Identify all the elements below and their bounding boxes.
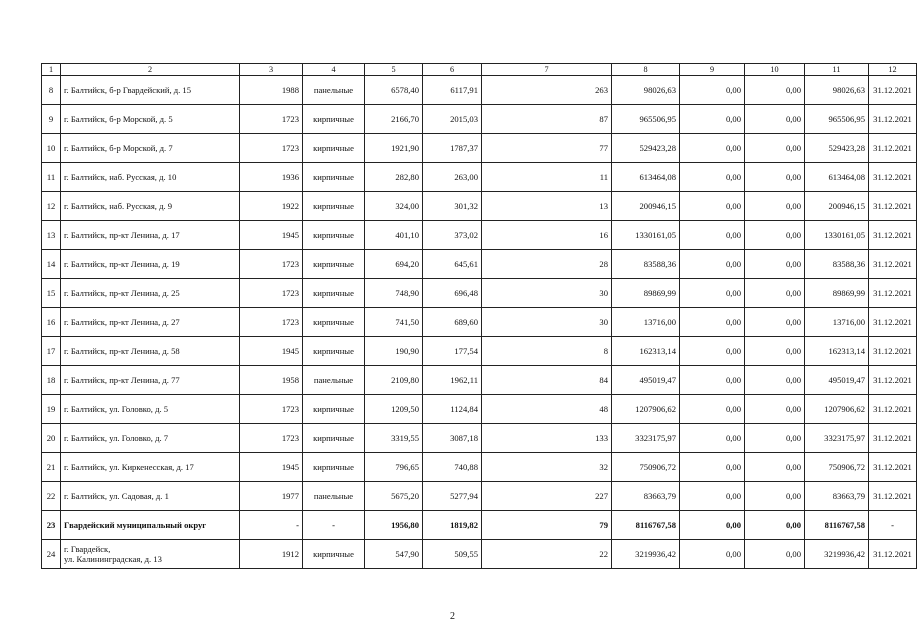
- table-row: [42, 337, 917, 366]
- residents-cell: 48: [482, 395, 612, 424]
- row-number-cell: 22: [42, 482, 61, 511]
- cost-cell: 83663,79: [612, 482, 680, 511]
- column-number-cell: 4: [303, 64, 365, 76]
- fund-b-cell: 0,00: [745, 76, 805, 105]
- cost-cell: 965506,95: [612, 105, 680, 134]
- date-cell: 31.12.2021: [869, 76, 917, 105]
- residents-cell: 263: [482, 76, 612, 105]
- material-cell: кирпичные: [303, 395, 365, 424]
- row-number-cell: 23: [42, 511, 61, 540]
- address-cell: г. Балтийск, пр-кт Ленина, д. 19: [61, 250, 240, 279]
- column-number-cell: 11: [805, 64, 869, 76]
- fund-b-cell: 0,00: [745, 105, 805, 134]
- fund-a-cell: 0,00: [680, 337, 745, 366]
- date-cell: 31.12.2021: [869, 134, 917, 163]
- residents-cell: 11: [482, 163, 612, 192]
- year-cell: 1723: [240, 395, 303, 424]
- year-cell: 1922: [240, 192, 303, 221]
- address-cell: г. Балтийск, пр-кт Ленина, д. 77: [61, 366, 240, 395]
- living-area-cell: 6117,91: [423, 76, 482, 105]
- residents-cell: 32: [482, 453, 612, 482]
- table-row: [42, 105, 917, 134]
- material-cell: кирпичные: [303, 250, 365, 279]
- column-number-cell: 6: [423, 64, 482, 76]
- date-cell: 31.12.2021: [869, 163, 917, 192]
- material-cell: кирпичные: [303, 163, 365, 192]
- fund-a-cell: 0,00: [680, 250, 745, 279]
- fund-b-cell: 0,00: [745, 366, 805, 395]
- fund-b-cell: 0,00: [745, 395, 805, 424]
- address-cell: г. Балтийск, б-р Морской, д. 5: [61, 105, 240, 134]
- material-cell: кирпичные: [303, 424, 365, 453]
- address-cell: г. Балтийск, пр-кт Ленина, д. 27: [61, 308, 240, 337]
- total-cell: 162313,14: [805, 337, 869, 366]
- cost-cell: 1207906,62: [612, 395, 680, 424]
- table-body: [42, 64, 917, 569]
- total-cell: 750906,72: [805, 453, 869, 482]
- row-number-cell: 17: [42, 337, 61, 366]
- fund-a-cell: 0,00: [680, 105, 745, 134]
- total-area-cell: 6578,40: [365, 76, 423, 105]
- total-cell: 200946,15: [805, 192, 869, 221]
- column-number-cell: 12: [869, 64, 917, 76]
- material-cell: кирпичные: [303, 308, 365, 337]
- address-cell: г. Балтийск, наб. Русская, д. 10: [61, 163, 240, 192]
- total-area-cell: 694,20: [365, 250, 423, 279]
- total-area-cell: 748,90: [365, 279, 423, 308]
- living-area-cell: 373,02: [423, 221, 482, 250]
- date-cell: 31.12.2021: [869, 308, 917, 337]
- fund-b-cell: 0,00: [745, 424, 805, 453]
- address-line: ул. Калининградская, д. 13: [64, 554, 162, 564]
- table-row: [42, 76, 917, 105]
- year-cell: 1723: [240, 105, 303, 134]
- cost-cell: 83588,36: [612, 250, 680, 279]
- row-number-cell: 13: [42, 221, 61, 250]
- page-number: 2: [450, 611, 455, 622]
- address-line: г. Гвардейск,: [64, 544, 111, 554]
- total-cell: 98026,63: [805, 76, 869, 105]
- living-area-cell: 177,54: [423, 337, 482, 366]
- cost-cell: 613464,08: [612, 163, 680, 192]
- fund-a-cell: 0,00: [680, 511, 745, 540]
- material-cell: панельные: [303, 366, 365, 395]
- table-row: [42, 424, 917, 453]
- residents-cell: 30: [482, 279, 612, 308]
- residents-cell: 79: [482, 511, 612, 540]
- table-row: [42, 395, 917, 424]
- year-cell: 1988: [240, 76, 303, 105]
- residents-cell: 22: [482, 540, 612, 569]
- total-area-cell: 190,90: [365, 337, 423, 366]
- date-cell: 31.12.2021: [869, 482, 917, 511]
- year-cell: -: [240, 511, 303, 540]
- column-number-cell: 5: [365, 64, 423, 76]
- address-cell: г. Балтийск, пр-кт Ленина, д. 25: [61, 279, 240, 308]
- row-number-cell: 20: [42, 424, 61, 453]
- column-number-cell: 7: [482, 64, 612, 76]
- residents-cell: 16: [482, 221, 612, 250]
- living-area-cell: 5277,94: [423, 482, 482, 511]
- row-number-cell: 24: [42, 540, 61, 569]
- total-area-cell: 2109,80: [365, 366, 423, 395]
- total-cell: 495019,47: [805, 366, 869, 395]
- year-cell: 1945: [240, 221, 303, 250]
- year-cell: 1945: [240, 453, 303, 482]
- fund-a-cell: 0,00: [680, 366, 745, 395]
- date-cell: 31.12.2021: [869, 424, 917, 453]
- living-area-cell: 2015,03: [423, 105, 482, 134]
- material-cell: кирпичные: [303, 453, 365, 482]
- address-cell: г. Балтийск, б-р Морской, д. 7: [61, 134, 240, 163]
- year-cell: 1723: [240, 424, 303, 453]
- total-cell: 1330161,05: [805, 221, 869, 250]
- residents-cell: 87: [482, 105, 612, 134]
- row-number-cell: 14: [42, 250, 61, 279]
- living-area-cell: 1962,11: [423, 366, 482, 395]
- cost-cell: 529423,28: [612, 134, 680, 163]
- cost-cell: 1330161,05: [612, 221, 680, 250]
- fund-a-cell: 0,00: [680, 395, 745, 424]
- fund-b-cell: 0,00: [745, 540, 805, 569]
- address-cell: г. Балтийск, пр-кт Ленина, д. 17: [61, 221, 240, 250]
- living-area-cell: 645,61: [423, 250, 482, 279]
- cost-cell: 13716,00: [612, 308, 680, 337]
- year-cell: 1723: [240, 250, 303, 279]
- material-cell: кирпичные: [303, 279, 365, 308]
- row-number-cell: 16: [42, 308, 61, 337]
- total-cell: 529423,28: [805, 134, 869, 163]
- fund-b-cell: 0,00: [745, 192, 805, 221]
- fund-b-cell: 0,00: [745, 308, 805, 337]
- subtotal-row: [42, 511, 917, 540]
- total-area-cell: 2166,70: [365, 105, 423, 134]
- total-area-cell: 401,10: [365, 221, 423, 250]
- living-area-cell: 3087,18: [423, 424, 482, 453]
- cost-cell: 495019,47: [612, 366, 680, 395]
- table-row: [42, 540, 917, 569]
- living-area-cell: 1819,82: [423, 511, 482, 540]
- total-area-cell: 1956,80: [365, 511, 423, 540]
- date-cell: 31.12.2021: [869, 221, 917, 250]
- fund-a-cell: 0,00: [680, 424, 745, 453]
- address-cell: г. Балтийск, ул. Головко, д. 5: [61, 395, 240, 424]
- total-area-cell: 3319,55: [365, 424, 423, 453]
- address-cell: г. Балтийск, ул. Головко, д. 7: [61, 424, 240, 453]
- row-number-cell: 10: [42, 134, 61, 163]
- column-number-row: [42, 64, 917, 76]
- address-cell: г. Балтийск, пр-кт Ленина, д. 58: [61, 337, 240, 366]
- total-cell: 613464,08: [805, 163, 869, 192]
- year-cell: 1945: [240, 337, 303, 366]
- fund-a-cell: 0,00: [680, 279, 745, 308]
- address-cell: г. Балтийск, ул. Киркенесская, д. 17: [61, 453, 240, 482]
- living-area-cell: 740,88: [423, 453, 482, 482]
- row-number-cell: 18: [42, 366, 61, 395]
- material-cell: кирпичные: [303, 221, 365, 250]
- fund-b-cell: 0,00: [745, 511, 805, 540]
- column-number-cell: 1: [42, 64, 61, 76]
- total-area-cell: 324,00: [365, 192, 423, 221]
- cost-cell: 3219936,42: [612, 540, 680, 569]
- year-cell: 1723: [240, 134, 303, 163]
- table-row: [42, 250, 917, 279]
- address-cell: [61, 540, 240, 569]
- address-cell: г. Балтийск, ул. Садовая, д. 1: [61, 482, 240, 511]
- date-cell: 31.12.2021: [869, 453, 917, 482]
- living-area-cell: 1787,37: [423, 134, 482, 163]
- total-area-cell: 796,65: [365, 453, 423, 482]
- total-cell: 83588,36: [805, 250, 869, 279]
- cost-cell: 162313,14: [612, 337, 680, 366]
- cost-cell: 750906,72: [612, 453, 680, 482]
- row-number-cell: 19: [42, 395, 61, 424]
- address-cell: г. Балтийск, б-р Гвардейский, д. 15: [61, 76, 240, 105]
- living-area-cell: 509,55: [423, 540, 482, 569]
- residents-cell: 28: [482, 250, 612, 279]
- column-number-cell: 3: [240, 64, 303, 76]
- table-row: [42, 366, 917, 395]
- fund-b-cell: 0,00: [745, 250, 805, 279]
- row-number-cell: 15: [42, 279, 61, 308]
- date-cell: 31.12.2021: [869, 395, 917, 424]
- fund-a-cell: 0,00: [680, 221, 745, 250]
- date-cell: 31.12.2021: [869, 192, 917, 221]
- year-cell: 1958: [240, 366, 303, 395]
- table-row: [42, 482, 917, 511]
- address-cell: г. Балтийск, наб. Русская, д. 9: [61, 192, 240, 221]
- residents-cell: 133: [482, 424, 612, 453]
- residents-cell: 13: [482, 192, 612, 221]
- total-cell: 965506,95: [805, 105, 869, 134]
- residents-cell: 77: [482, 134, 612, 163]
- fund-b-cell: 0,00: [745, 279, 805, 308]
- fund-b-cell: 0,00: [745, 482, 805, 511]
- living-area-cell: 696,48: [423, 279, 482, 308]
- total-area-cell: 547,90: [365, 540, 423, 569]
- year-cell: 1723: [240, 308, 303, 337]
- fund-b-cell: 0,00: [745, 453, 805, 482]
- living-area-cell: 301,32: [423, 192, 482, 221]
- residents-cell: 8: [482, 337, 612, 366]
- residents-cell: 227: [482, 482, 612, 511]
- total-area-cell: 5675,20: [365, 482, 423, 511]
- column-number-cell: 8: [612, 64, 680, 76]
- date-cell: 31.12.2021: [869, 279, 917, 308]
- total-cell: 89869,99: [805, 279, 869, 308]
- fund-b-cell: 0,00: [745, 163, 805, 192]
- fund-b-cell: 0,00: [745, 221, 805, 250]
- living-area-cell: 689,60: [423, 308, 482, 337]
- total-cell: 13716,00: [805, 308, 869, 337]
- total-area-cell: 741,50: [365, 308, 423, 337]
- date-cell: 31.12.2021: [869, 366, 917, 395]
- fund-a-cell: 0,00: [680, 482, 745, 511]
- address-cell: Гвардейский муниципальный округ: [61, 511, 240, 540]
- living-area-cell: 263,00: [423, 163, 482, 192]
- row-number-cell: 12: [42, 192, 61, 221]
- cost-cell: 89869,99: [612, 279, 680, 308]
- column-number-cell: 9: [680, 64, 745, 76]
- cost-cell: 200946,15: [612, 192, 680, 221]
- date-cell: 31.12.2021: [869, 337, 917, 366]
- table-row: [42, 308, 917, 337]
- cost-cell: 8116767,58: [612, 511, 680, 540]
- fund-a-cell: 0,00: [680, 540, 745, 569]
- total-cell: 83663,79: [805, 482, 869, 511]
- material-cell: панельные: [303, 76, 365, 105]
- residents-cell: 84: [482, 366, 612, 395]
- cost-cell: 98026,63: [612, 76, 680, 105]
- material-cell: кирпичные: [303, 105, 365, 134]
- material-cell: панельные: [303, 482, 365, 511]
- table-row: [42, 279, 917, 308]
- table-row: [42, 134, 917, 163]
- year-cell: 1912: [240, 540, 303, 569]
- row-number-cell: 8: [42, 76, 61, 105]
- table-row: [42, 221, 917, 250]
- table-row: [42, 163, 917, 192]
- fund-a-cell: 0,00: [680, 134, 745, 163]
- material-cell: кирпичные: [303, 337, 365, 366]
- date-cell: 31.12.2021: [869, 105, 917, 134]
- material-cell: кирпичные: [303, 134, 365, 163]
- year-cell: 1723: [240, 279, 303, 308]
- fund-b-cell: 0,00: [745, 134, 805, 163]
- material-cell: -: [303, 511, 365, 540]
- table-row: [42, 192, 917, 221]
- material-cell: кирпичные: [303, 192, 365, 221]
- fund-a-cell: 0,00: [680, 308, 745, 337]
- total-area-cell: 1209,50: [365, 395, 423, 424]
- fund-b-cell: 0,00: [745, 337, 805, 366]
- fund-a-cell: 0,00: [680, 163, 745, 192]
- date-cell: -: [869, 511, 917, 540]
- fund-a-cell: 0,00: [680, 192, 745, 221]
- date-cell: 31.12.2021: [869, 250, 917, 279]
- table-row: [42, 453, 917, 482]
- column-number-cell: 10: [745, 64, 805, 76]
- total-cell: 8116767,58: [805, 511, 869, 540]
- material-cell: кирпичные: [303, 540, 365, 569]
- year-cell: 1936: [240, 163, 303, 192]
- total-area-cell: 1921,90: [365, 134, 423, 163]
- row-number-cell: 21: [42, 453, 61, 482]
- residents-cell: 30: [482, 308, 612, 337]
- column-number-cell: 2: [61, 64, 240, 76]
- fund-a-cell: 0,00: [680, 76, 745, 105]
- cost-cell: 3323175,97: [612, 424, 680, 453]
- row-number-cell: 11: [42, 163, 61, 192]
- total-cell: 1207906,62: [805, 395, 869, 424]
- total-area-cell: 282,80: [365, 163, 423, 192]
- total-cell: 3323175,97: [805, 424, 869, 453]
- housing-table: [41, 63, 917, 569]
- row-number-cell: 9: [42, 105, 61, 134]
- fund-a-cell: 0,00: [680, 453, 745, 482]
- year-cell: 1977: [240, 482, 303, 511]
- living-area-cell: 1124,84: [423, 395, 482, 424]
- date-cell: 31.12.2021: [869, 540, 917, 569]
- total-cell: 3219936,42: [805, 540, 869, 569]
